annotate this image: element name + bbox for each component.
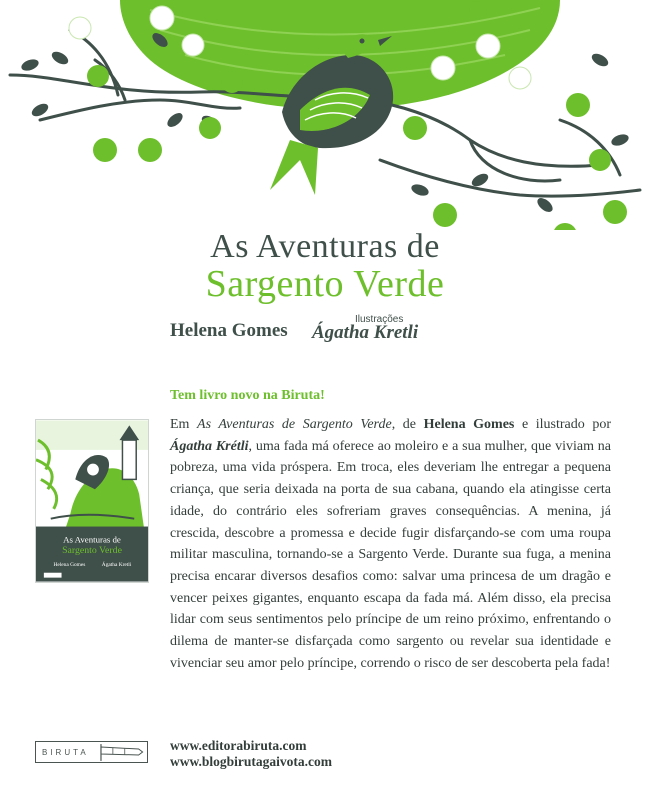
synopsis-book-title: As Aventuras de Sargento Verde — [197, 417, 392, 432]
announcement-tagline: Tem livro novo na Biruta! — [170, 388, 325, 403]
header-illustration — [0, 0, 650, 230]
synopsis-part: , uma fada má oferece ao moleiro e a sua mulher, que viviam na pobreza, uma vida próspera. Em troca, eles deveriam lhe entregar a pequena criança, que seria deixada na porta de sua cabana, quando ela atingisse certa idade, do contrário eles sofreriam graves consequências. A menina, já crescida, descobre a promessa e decide fugir disfarçando-se com uma roupa militar masculina, tornando-se a Sargento Verde. Durante sua fuga, a menina precisa encarar diversos desafios como: salvar uma princesa de um dragão e vencer peixes gigantes, enquanto escapa da fada má. Além disso, ela precisa lidar com seus sentimentos pelo príncipe de um reino próximo, enfrentando o dilema de manter-se disfarçada como sargento ou revelar sua identidade e vivenciar seu amor pelo príncipe, correndo o risco de ser descoberta pela fada! — [170, 438, 611, 671]
website-link[interactable]: www.editorabiruta.com — [170, 738, 307, 753]
title-line-2: Sargento Verde — [205, 263, 445, 305]
biruta-logo[interactable] — [35, 741, 148, 763]
synopsis-part: , de — [391, 417, 424, 432]
author-name: Helena Gomes — [170, 320, 288, 341]
logo-text: BIRUTA — [42, 747, 89, 757]
cover-author: Helena Gomes — [53, 561, 86, 568]
illustrator-name: Ágatha Kretli — [312, 322, 419, 343]
synopsis-illustrator: Ágatha Krétli — [170, 438, 249, 454]
cover-illustrator: Ágatha Kretli — [101, 561, 132, 568]
synopsis-author: Helena Gomes — [423, 417, 515, 432]
biruta-windsock-icon — [99, 742, 147, 762]
book-title — [0, 228, 650, 304]
cover-title-1: As Aventuras de — [63, 534, 121, 545]
synopsis-part: e ilustrado por — [514, 417, 612, 432]
title-line-1: As Aventuras de — [210, 228, 440, 265]
synopsis-paragraph — [170, 414, 611, 674]
illustrations-label: Ilustrações — [355, 314, 404, 325]
synopsis-part: Em — [170, 417, 198, 432]
blog-link[interactable]: www.blogbirutagaivota.com — [170, 754, 332, 769]
book-cover-thumbnail — [35, 419, 149, 583]
cover-title-2: Sargento Verde — [62, 545, 122, 557]
footer-links — [170, 738, 332, 770]
